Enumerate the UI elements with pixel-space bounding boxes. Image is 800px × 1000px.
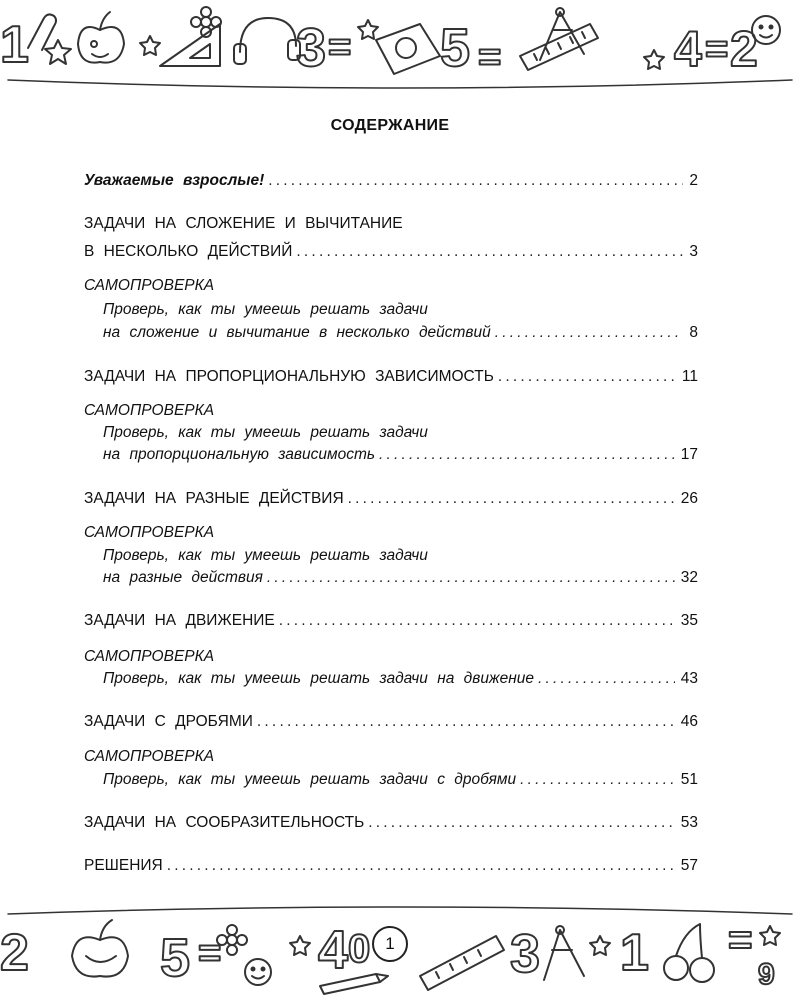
self-check-heading: САМОПРОВЕРКА (84, 648, 215, 665)
toc-page-number: 17 (680, 446, 698, 463)
toc-page-number: 57 (680, 857, 698, 874)
toc-entry-check4[interactable] (103, 668, 698, 690)
toc-entry-add-sub[interactable] (84, 241, 698, 263)
toc-page-number: 2 (689, 172, 698, 189)
svg-text:=: = (705, 27, 729, 71)
page-title: СОДЕРЖАНИЕ (330, 117, 450, 134)
self-check-description: Проверь, как ты умеешь решать задачи с дробями (103, 771, 517, 788)
ruler-icon (420, 936, 504, 990)
self-check-description: Проверь, как ты умеешь решать задачи на движение (103, 670, 534, 687)
dot-leader (257, 711, 675, 733)
dot-leader (538, 668, 675, 690)
toc-page-number: 11 (681, 368, 698, 385)
toc-entry-intro[interactable] (84, 170, 698, 192)
self-check-heading: САМОПРОВЕРКА (84, 748, 215, 765)
page-number: 1 (372, 926, 408, 962)
flower-icon (217, 925, 247, 955)
toc-page-number: 32 (680, 569, 698, 586)
dot-leader (520, 769, 675, 791)
dot-leader (498, 366, 676, 388)
svg-text:=: = (198, 931, 222, 975)
toc-entry-title: Уважаемые взрослые! (84, 172, 265, 189)
dot-leader (268, 170, 683, 192)
svg-text:4: 4 (318, 920, 349, 980)
toc-page-number: 53 (680, 814, 698, 831)
self-check-heading: САМОПРОВЕРКА (84, 277, 215, 294)
svg-text:9: 9 (758, 958, 775, 991)
toc-entry-various[interactable] (84, 488, 698, 510)
apple-icon (72, 920, 128, 977)
toc-entry-check1[interactable] (103, 322, 698, 344)
svg-text:2: 2 (0, 924, 29, 982)
toc-entry-title: ЗАДАЧИ НА ДВИЖЕНИЕ (84, 612, 275, 629)
toc-entry-check5[interactable] (103, 769, 698, 791)
toc-entry-title: ЗАДАЧИ НА СЛОЖЕНИЕ И ВЫЧИТАНИЕ (84, 215, 403, 232)
svg-text:5: 5 (160, 928, 191, 988)
self-check-description: Проверь, как ты умеешь решать задачи (103, 547, 428, 564)
self-check-heading: САМОПРОВЕРКА (84, 402, 215, 419)
self-check-heading: САМОПРОВЕРКА (84, 524, 215, 541)
toc-page-number: 51 (680, 771, 698, 788)
svg-text:1: 1 (620, 924, 649, 982)
toc-entry-title: В НЕСКОЛЬКО ДЕЙСТВИЙ (84, 243, 293, 260)
toc-page-number: 35 (680, 612, 698, 629)
self-check-description: Проверь, как ты умеешь решать задачи (103, 424, 428, 441)
dot-leader (495, 322, 684, 344)
toc-entry-title: ЗАДАЧИ НА СООБРАЗИТЕЛЬНОСТЬ (84, 814, 365, 831)
svg-text:0: 0 (348, 927, 371, 971)
dot-leader (379, 444, 675, 466)
toc-entry-title: ЗАДАЧИ НА ПРОПОРЦИОНАЛЬНУЮ ЗАВИСИМОСТЬ (84, 368, 494, 385)
toc-entry-title: ЗАДАЧИ НА РАЗНЫЕ ДЕЙСТВИЯ (84, 490, 344, 507)
toc-entry-ingenuity[interactable] (84, 812, 698, 834)
toc-page-number: 8 (689, 324, 698, 341)
toc-page-number: 3 (689, 243, 698, 260)
dot-leader (368, 812, 674, 834)
dot-leader (167, 855, 675, 877)
dot-leader (267, 567, 675, 589)
toc-entry-motion[interactable] (84, 610, 698, 632)
svg-text:=: = (728, 916, 753, 963)
toc-page-number: 26 (680, 490, 698, 507)
svg-text:1: 1 (0, 16, 29, 74)
smiley-icon (245, 959, 271, 985)
svg-text:2: 2 (730, 21, 758, 77)
self-check-description: на разные действия (103, 569, 263, 586)
toc-page-number: 43 (680, 670, 698, 687)
dot-leader (279, 610, 675, 632)
self-check-description: на сложение и вычитание в несколько действий (103, 324, 491, 341)
toc-entry-title: ЗАДАЧИ С ДРОБЯМИ (84, 713, 253, 730)
dot-leader (296, 241, 683, 263)
toc-page-number: 46 (680, 713, 698, 730)
toc-entry-fractions[interactable] (84, 711, 698, 733)
self-check-description: на пропорциональную зависимость (103, 446, 376, 463)
svg-text:3: 3 (510, 924, 541, 984)
svg-text:=: = (478, 35, 502, 79)
self-check-description: Проверь, как ты умеешь решать задачи (103, 301, 428, 318)
toc-entry-title: РЕШЕНИЯ (84, 857, 163, 874)
svg-text:=: = (328, 25, 352, 69)
toc-entry-check2[interactable] (103, 444, 698, 466)
cherries-icon (664, 924, 714, 982)
svg-text:5: 5 (440, 18, 471, 78)
toc-entry-proportional[interactable] (84, 366, 698, 388)
dot-leader (348, 488, 675, 510)
svg-text:3: 3 (296, 18, 327, 78)
toc-entry-solutions[interactable] (84, 855, 698, 877)
toc-entry-check3[interactable] (103, 567, 698, 589)
compass-icon (544, 926, 584, 980)
svg-text:4: 4 (674, 21, 702, 77)
